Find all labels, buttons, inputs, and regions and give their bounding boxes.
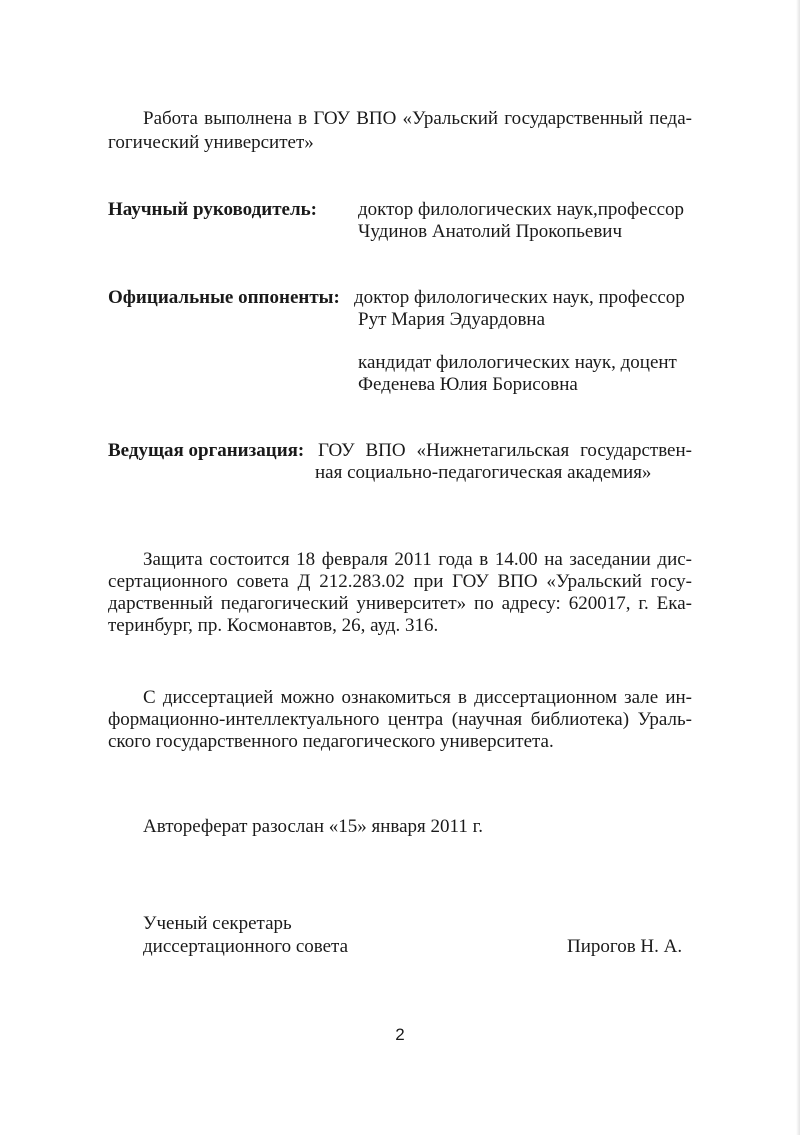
- organization-line-2: ная социально-педагогическая академия»: [315, 462, 652, 483]
- page-edge-shadow: [796, 0, 800, 1135]
- intro-line-1: Работа выполнена в ГОУ ВПО «Уральский государственный педа-: [143, 108, 692, 129]
- defense-line-2: сертационного совета Д 212.283.02 при ГОУ ВПО «Уральский госу-: [108, 571, 692, 592]
- secretary-title-2: диссертационного совета: [143, 936, 349, 957]
- page-number: 2: [395, 1025, 405, 1044]
- opponents-label: Официальные оппоненты:: [108, 287, 340, 308]
- defense-line-4: теринбург, пр. Космонавтов, 26, ауд. 316.: [108, 615, 439, 636]
- opponent-1-degree: доктор филологических наук, профессор: [354, 287, 685, 308]
- supervisor-name: Чудинов Анатолий Прокопьевич: [358, 221, 623, 242]
- secretary-name: Пирогов Н. А.: [567, 936, 683, 957]
- library-line-3: ского государственного педагогического университета.: [108, 731, 554, 752]
- opponent-2-name: Феденева Юлия Борисовна: [358, 374, 578, 395]
- defense-line-3: дарственный педагогический университет» по адресу: 620017, г. Ека-: [108, 593, 692, 614]
- defense-line-1: Защита состоится 18 февраля 2011 года в 14.00 на заседании дис-: [143, 549, 692, 570]
- opponent-2-degree: кандидат филологических наук, доцент: [358, 352, 677, 373]
- library-line-2: формационно-интеллектуального центра (научная библиотека) Ураль-: [108, 709, 692, 730]
- mailing-date: Автореферат разослан «15» января 2011 г.: [143, 816, 483, 837]
- library-line-1: С диссертацией можно ознакомиться в диссертационном зале ин-: [143, 687, 692, 708]
- supervisor-label: Научный руководитель:: [108, 199, 317, 220]
- opponent-1-name: Рут Мария Эдуардовна: [358, 309, 546, 330]
- organization-line-1: ГОУ ВПО «Нижнетагильская государствен-: [318, 440, 692, 461]
- secretary-title-1: Ученый секретарь: [143, 913, 292, 934]
- organization-label: Ведущая организация:: [108, 440, 305, 461]
- supervisor-degree: доктор филологических наук,профессор: [358, 199, 685, 220]
- intro-line-2: гогический университет»: [108, 132, 314, 153]
